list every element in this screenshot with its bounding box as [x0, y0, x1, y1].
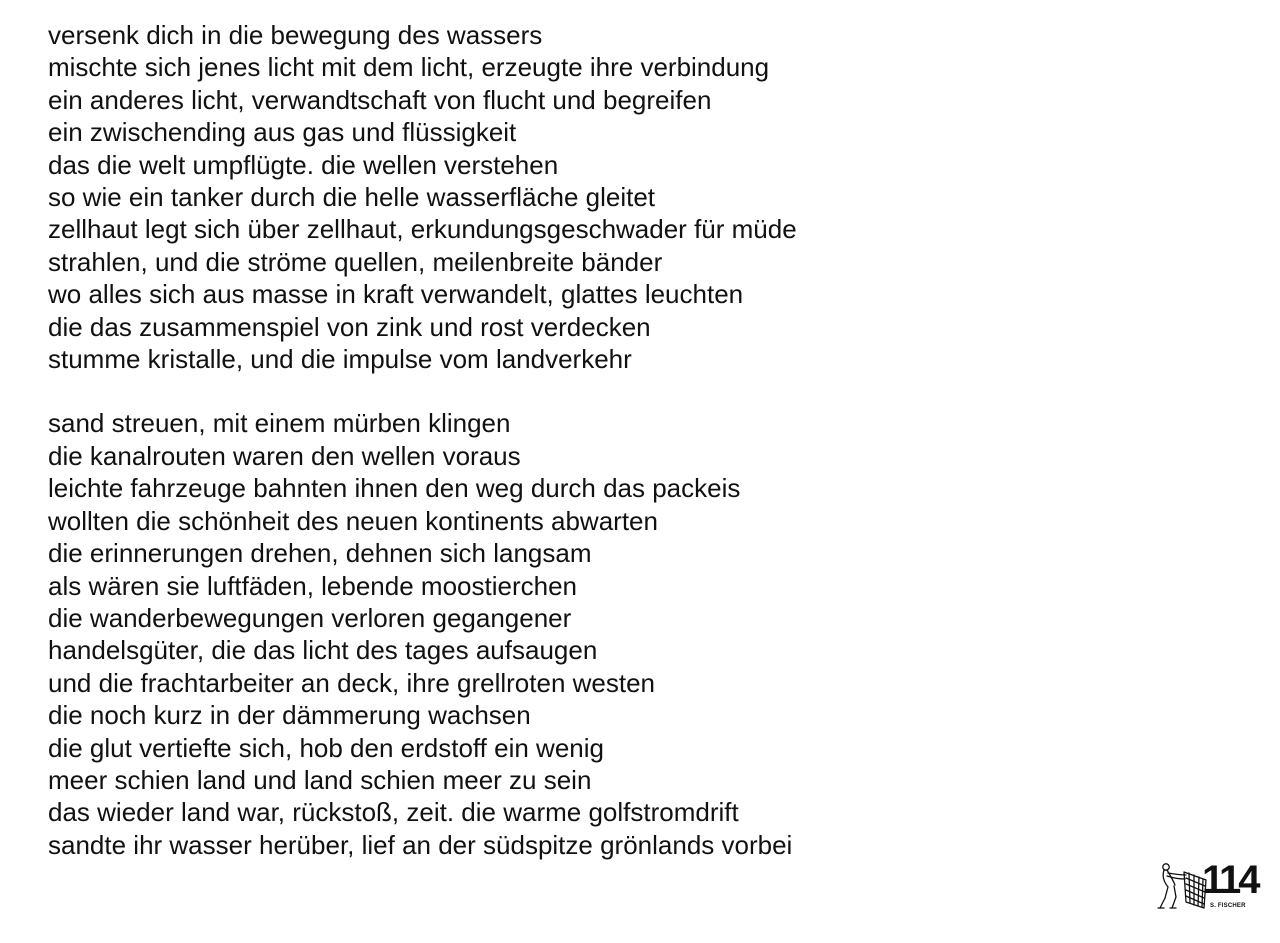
poem-line: ein anderes licht, verwandtschaft von flucht und begreifen: [48, 84, 712, 115]
poem-line: das die welt umpflügte. die wellen verstehen: [48, 149, 559, 180]
publisher-badge: [1156, 858, 1266, 914]
poem-line: die kanalrouten waren den wellen voraus: [48, 440, 521, 471]
poem-text: [48, 19, 1048, 861]
poem-line: versenk dich in die bewegung des wassers: [48, 20, 543, 50]
poem-line: und die frachtarbeiter an deck, ihre grellroten westen: [48, 667, 656, 698]
page-number: 114: [1202, 858, 1258, 902]
poem-line: strahlen, und die ströme quellen, meilenbreite bänder: [48, 246, 663, 277]
poem-line: zellhaut legt sich über zellhaut, erkundungsgeschwader für müde: [48, 214, 797, 245]
stanza: [48, 19, 1048, 375]
poem-line: wollten die schönheit des neuen kontinents abwarten: [48, 505, 658, 536]
poem-line: handelsgüter, die das licht des tages aufsaugen: [48, 635, 598, 666]
poem-line: die das zusammenspiel von zink und rost verdecken: [48, 311, 651, 342]
publisher-name: S. FISCHER: [1210, 903, 1246, 909]
poem-line: meer schien land und land schien meer zu sein: [48, 764, 592, 795]
poem-line: als wären sie luftfäden, lebende moostierchen: [48, 570, 577, 601]
poem-line: sandte ihr wasser herüber, lief an der südspitze grönlands vorbei: [48, 829, 793, 860]
poem-line: sand streuen, mit einem mürben klingen: [48, 408, 511, 439]
poem-line: stumme kristalle, und die impulse vom landverkehr: [48, 344, 632, 375]
poem-line: leichte fahrzeuge bahnten ihnen den weg durch das packeis: [48, 473, 741, 504]
poem-line: wo alles sich aus masse in kraft verwandelt, glattes leuchten: [48, 279, 744, 310]
stanza: [48, 407, 1048, 861]
poem-line: die wanderbewegungen verloren gegangener: [48, 602, 572, 633]
poem-line: die erinnerungen drehen, dehnen sich langsam: [48, 538, 592, 569]
poem-line: das wieder land war, rückstoß, zeit. die warme golfstromdrift: [48, 797, 739, 828]
fisherman-icon: [1156, 858, 1208, 912]
poem-line: die glut vertiefte sich, hob den erdstoff ein wenig: [48, 732, 604, 763]
poem-line: die noch kurz in der dämmerung wachsen: [48, 700, 531, 731]
poem-line: mischte sich jenes licht mit dem licht, erzeugte ihre verbindung: [48, 52, 770, 83]
poem-line: so wie ein tanker durch die helle wasserfläche gleitet: [48, 182, 656, 213]
poem-line: ein zwischending aus gas und flüssigkeit: [48, 117, 517, 148]
